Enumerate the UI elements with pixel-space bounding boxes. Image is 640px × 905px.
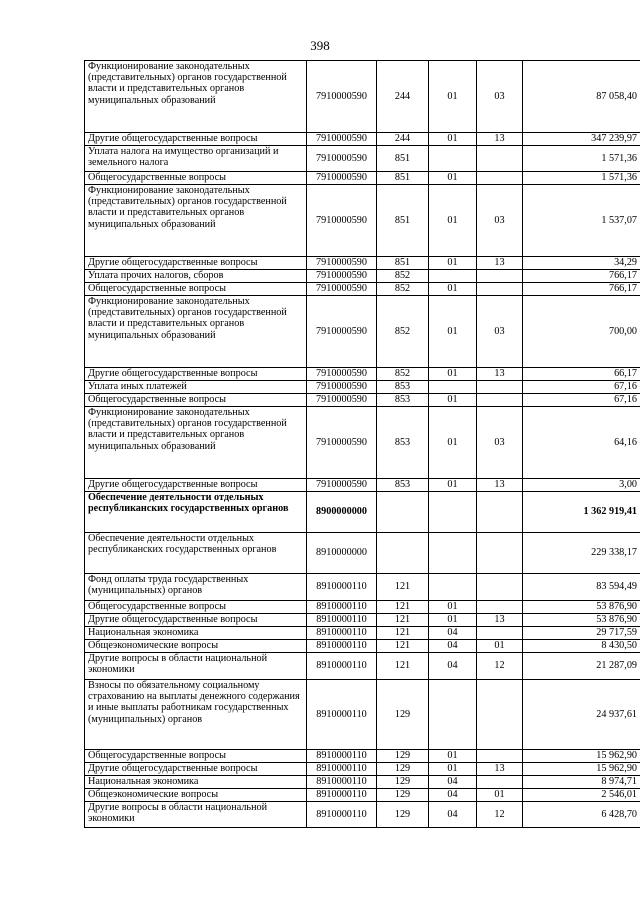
table-row bbox=[85, 492, 640, 533]
subsection-code: 03 bbox=[477, 407, 523, 479]
expense-type-code: 853 bbox=[377, 479, 429, 492]
subsection-code: 12 bbox=[477, 802, 523, 828]
table-row bbox=[85, 680, 640, 750]
row-name: Другие вопросы в области национальной экономики bbox=[85, 653, 307, 680]
target-article-code: 7910000590 bbox=[307, 172, 377, 185]
expense-type-code: 853 bbox=[377, 381, 429, 394]
target-article-code: 7910000590 bbox=[307, 133, 377, 146]
section-code: 01 bbox=[429, 394, 477, 407]
table-row bbox=[85, 533, 640, 574]
table-row bbox=[85, 394, 640, 407]
row-name: Функционирование законодательных (представительных) органов государственной власти и представительных органов муниципальных образований bbox=[85, 61, 307, 133]
target-article-code: 8910000110 bbox=[307, 640, 377, 653]
amount: 766,17 bbox=[523, 270, 640, 283]
table-row bbox=[85, 296, 640, 368]
row-name: Общегосударственные вопросы bbox=[85, 394, 307, 407]
expense-type-code: 121 bbox=[377, 653, 429, 680]
section-code: 01 bbox=[429, 368, 477, 381]
row-name: Функционирование законодательных (представительных) органов государственной власти и представительных органов муниципальных образований bbox=[85, 185, 307, 257]
row-name: Другие общегосударственные вопросы bbox=[85, 614, 307, 627]
subsection-code bbox=[477, 680, 523, 750]
amount: 229 338,17 bbox=[523, 533, 640, 574]
row-name: Другие общегосударственные вопросы bbox=[85, 257, 307, 270]
row-name: Общегосударственные вопросы bbox=[85, 750, 307, 763]
amount: 1 537,07 bbox=[523, 185, 640, 257]
table-row bbox=[85, 763, 640, 776]
expense-type-code: 244 bbox=[377, 61, 429, 133]
target-article-code: 8910000110 bbox=[307, 789, 377, 802]
section-code: 01 bbox=[429, 750, 477, 763]
amount: 64,16 bbox=[523, 407, 640, 479]
expense-type-code: 851 bbox=[377, 146, 429, 172]
subsection-code: 13 bbox=[477, 479, 523, 492]
section-code: 01 bbox=[429, 296, 477, 368]
row-name: Функционирование законодательных (представительных) органов государственной власти и представительных органов муниципальных образований bbox=[85, 407, 307, 479]
budget-table bbox=[84, 60, 640, 828]
expense-type-code: 853 bbox=[377, 407, 429, 479]
target-article-code: 8910000110 bbox=[307, 776, 377, 789]
amount: 1 571,36 bbox=[523, 172, 640, 185]
section-code: 01 bbox=[429, 479, 477, 492]
expense-type-code: 853 bbox=[377, 394, 429, 407]
subsection-code bbox=[477, 533, 523, 574]
section-code bbox=[429, 574, 477, 601]
subsection-code: 12 bbox=[477, 653, 523, 680]
target-article-code: 7910000590 bbox=[307, 407, 377, 479]
expense-type-code: 851 bbox=[377, 257, 429, 270]
amount: 24 937,61 bbox=[523, 680, 640, 750]
target-article-code: 7910000590 bbox=[307, 368, 377, 381]
amount: 66,17 bbox=[523, 368, 640, 381]
subsection-code bbox=[477, 270, 523, 283]
subsection-code: 01 bbox=[477, 640, 523, 653]
row-name: Национальная экономика bbox=[85, 776, 307, 789]
expense-type-code: 851 bbox=[377, 185, 429, 257]
target-article-code: 8910000110 bbox=[307, 802, 377, 828]
row-name: Общеэкономические вопросы bbox=[85, 640, 307, 653]
target-article-code: 8910000110 bbox=[307, 763, 377, 776]
subsection-code bbox=[477, 283, 523, 296]
target-article-code: 8910000110 bbox=[307, 601, 377, 614]
subsection-code bbox=[477, 750, 523, 763]
table-row bbox=[85, 750, 640, 763]
target-article-code: 8910000110 bbox=[307, 653, 377, 680]
table-row bbox=[85, 185, 640, 257]
subsection-code: 03 bbox=[477, 185, 523, 257]
amount: 87 058,40 bbox=[523, 61, 640, 133]
table-row bbox=[85, 61, 640, 133]
subsection-code: 13 bbox=[477, 257, 523, 270]
table-row bbox=[85, 627, 640, 640]
subsection-code: 13 bbox=[477, 133, 523, 146]
section-code bbox=[429, 381, 477, 394]
section-code: 04 bbox=[429, 640, 477, 653]
row-name: Другие общегосударственные вопросы bbox=[85, 763, 307, 776]
row-name: Общегосударственные вопросы bbox=[85, 172, 307, 185]
subsection-code bbox=[477, 627, 523, 640]
row-name: Общегосударственные вопросы bbox=[85, 601, 307, 614]
target-article-code: 7910000590 bbox=[307, 270, 377, 283]
table-row bbox=[85, 776, 640, 789]
row-name: Общегосударственные вопросы bbox=[85, 283, 307, 296]
section-code bbox=[429, 270, 477, 283]
target-article-code: 8910000110 bbox=[307, 627, 377, 640]
section-code: 01 bbox=[429, 407, 477, 479]
expense-type-code: 129 bbox=[377, 776, 429, 789]
section-code bbox=[429, 680, 477, 750]
amount: 6 428,70 bbox=[523, 802, 640, 828]
table-row bbox=[85, 283, 640, 296]
amount: 700,00 bbox=[523, 296, 640, 368]
row-name: Функционирование законодательных (представительных) органов государственной власти и представительных органов муниципальных образований bbox=[85, 296, 307, 368]
subsection-code bbox=[477, 574, 523, 601]
target-article-code: 7910000590 bbox=[307, 381, 377, 394]
row-name: Другие вопросы в области национальной экономики bbox=[85, 802, 307, 828]
row-name: Национальная экономика bbox=[85, 627, 307, 640]
amount: 53 876,90 bbox=[523, 614, 640, 627]
subsection-code: 13 bbox=[477, 763, 523, 776]
target-article-code: 8910000110 bbox=[307, 614, 377, 627]
amount: 1 571,36 bbox=[523, 146, 640, 172]
expense-type-code: 129 bbox=[377, 680, 429, 750]
table-row bbox=[85, 146, 640, 172]
row-name: Обеспечение деятельности отдельных республиканских государственных органов bbox=[85, 533, 307, 574]
section-code: 01 bbox=[429, 133, 477, 146]
target-article-code: 8910000110 bbox=[307, 574, 377, 601]
expense-type-code bbox=[377, 492, 429, 533]
amount: 21 287,09 bbox=[523, 653, 640, 680]
expense-type-code: 852 bbox=[377, 283, 429, 296]
expense-type-code: 244 bbox=[377, 133, 429, 146]
row-name: Фонд оплаты труда государственных (муниципальных) органов bbox=[85, 574, 307, 601]
row-name: Общеэкономические вопросы bbox=[85, 789, 307, 802]
expense-type-code: 852 bbox=[377, 368, 429, 381]
subsection-code bbox=[477, 146, 523, 172]
row-name: Обеспечение деятельности отдельных республиканских государственных органов bbox=[85, 492, 307, 533]
target-article-code: 7910000590 bbox=[307, 296, 377, 368]
expense-type-code: 852 bbox=[377, 270, 429, 283]
expense-type-code: 851 bbox=[377, 172, 429, 185]
amount: 3,00 bbox=[523, 479, 640, 492]
subsection-code: 01 bbox=[477, 789, 523, 802]
section-code: 01 bbox=[429, 257, 477, 270]
table-row bbox=[85, 257, 640, 270]
section-code: 04 bbox=[429, 789, 477, 802]
table-row bbox=[85, 381, 640, 394]
expense-type-code: 129 bbox=[377, 802, 429, 828]
table-row bbox=[85, 601, 640, 614]
section-code bbox=[429, 533, 477, 574]
row-name: Другие общегосударственные вопросы bbox=[85, 479, 307, 492]
target-article-code: 8900000000 bbox=[307, 492, 377, 533]
amount: 34,29 bbox=[523, 257, 640, 270]
target-article-code: 7910000590 bbox=[307, 185, 377, 257]
amount: 53 876,90 bbox=[523, 601, 640, 614]
table-row bbox=[85, 479, 640, 492]
table-row bbox=[85, 368, 640, 381]
section-code: 01 bbox=[429, 283, 477, 296]
table-row bbox=[85, 653, 640, 680]
section-code bbox=[429, 146, 477, 172]
target-article-code: 7910000590 bbox=[307, 394, 377, 407]
subsection-code bbox=[477, 492, 523, 533]
row-name: Уплата иных платежей bbox=[85, 381, 307, 394]
expense-type-code: 129 bbox=[377, 750, 429, 763]
expense-type-code: 121 bbox=[377, 640, 429, 653]
section-code: 01 bbox=[429, 61, 477, 133]
expense-type-code: 852 bbox=[377, 296, 429, 368]
section-code: 01 bbox=[429, 172, 477, 185]
section-code: 01 bbox=[429, 614, 477, 627]
subsection-code: 13 bbox=[477, 368, 523, 381]
table-row bbox=[85, 270, 640, 283]
subsection-code bbox=[477, 381, 523, 394]
row-name: Взносы по обязательному социальному страхованию на выплаты денежного содержания и иные выплаты работникам государственных (муниципальных) органов bbox=[85, 680, 307, 750]
page-number: 398 bbox=[310, 38, 330, 53]
amount: 29 717,59 bbox=[523, 627, 640, 640]
subsection-code: 13 bbox=[477, 614, 523, 627]
target-article-code: 8910000110 bbox=[307, 680, 377, 750]
row-name: Другие общегосударственные вопросы bbox=[85, 368, 307, 381]
table-row bbox=[85, 574, 640, 601]
target-article-code: 8910000000 bbox=[307, 533, 377, 574]
amount: 8 430,50 bbox=[523, 640, 640, 653]
target-article-code: 7910000590 bbox=[307, 283, 377, 296]
amount: 15 962,90 bbox=[523, 763, 640, 776]
section-code: 01 bbox=[429, 763, 477, 776]
subsection-code bbox=[477, 172, 523, 185]
target-article-code: 7910000590 bbox=[307, 61, 377, 133]
expense-type-code: 121 bbox=[377, 574, 429, 601]
table-row bbox=[85, 614, 640, 627]
section-code: 04 bbox=[429, 627, 477, 640]
amount: 2 546,01 bbox=[523, 789, 640, 802]
target-article-code: 7910000590 bbox=[307, 479, 377, 492]
section-code: 04 bbox=[429, 776, 477, 789]
section-code bbox=[429, 492, 477, 533]
target-article-code: 7910000590 bbox=[307, 257, 377, 270]
table-row bbox=[85, 640, 640, 653]
expense-type-code: 129 bbox=[377, 763, 429, 776]
expense-type-code: 121 bbox=[377, 601, 429, 614]
amount: 83 594,49 bbox=[523, 574, 640, 601]
row-name: Другие общегосударственные вопросы bbox=[85, 133, 307, 146]
table-row bbox=[85, 789, 640, 802]
amount: 347 239,97 bbox=[523, 133, 640, 146]
amount: 67,16 bbox=[523, 394, 640, 407]
section-code: 04 bbox=[429, 653, 477, 680]
expense-type-code: 121 bbox=[377, 627, 429, 640]
subsection-code bbox=[477, 394, 523, 407]
subsection-code bbox=[477, 776, 523, 789]
amount: 67,16 bbox=[523, 381, 640, 394]
section-code: 04 bbox=[429, 802, 477, 828]
expense-type-code: 129 bbox=[377, 789, 429, 802]
amount: 766,17 bbox=[523, 283, 640, 296]
table-row bbox=[85, 172, 640, 185]
amount: 15 962,90 bbox=[523, 750, 640, 763]
row-name: Уплата прочих налогов, сборов bbox=[85, 270, 307, 283]
subsection-code: 03 bbox=[477, 296, 523, 368]
section-code: 01 bbox=[429, 601, 477, 614]
amount: 1 362 919,41 bbox=[523, 492, 640, 533]
table-row bbox=[85, 133, 640, 146]
expense-type-code: 121 bbox=[377, 614, 429, 627]
section-code: 01 bbox=[429, 185, 477, 257]
target-article-code: 7910000590 bbox=[307, 146, 377, 172]
amount: 8 974,71 bbox=[523, 776, 640, 789]
subsection-code bbox=[477, 601, 523, 614]
expense-type-code bbox=[377, 533, 429, 574]
table-row bbox=[85, 407, 640, 479]
subsection-code: 03 bbox=[477, 61, 523, 133]
table-row bbox=[85, 802, 640, 828]
target-article-code: 8910000110 bbox=[307, 750, 377, 763]
row-name: Уплата налога на имущество организаций и земельного налога bbox=[85, 146, 307, 172]
